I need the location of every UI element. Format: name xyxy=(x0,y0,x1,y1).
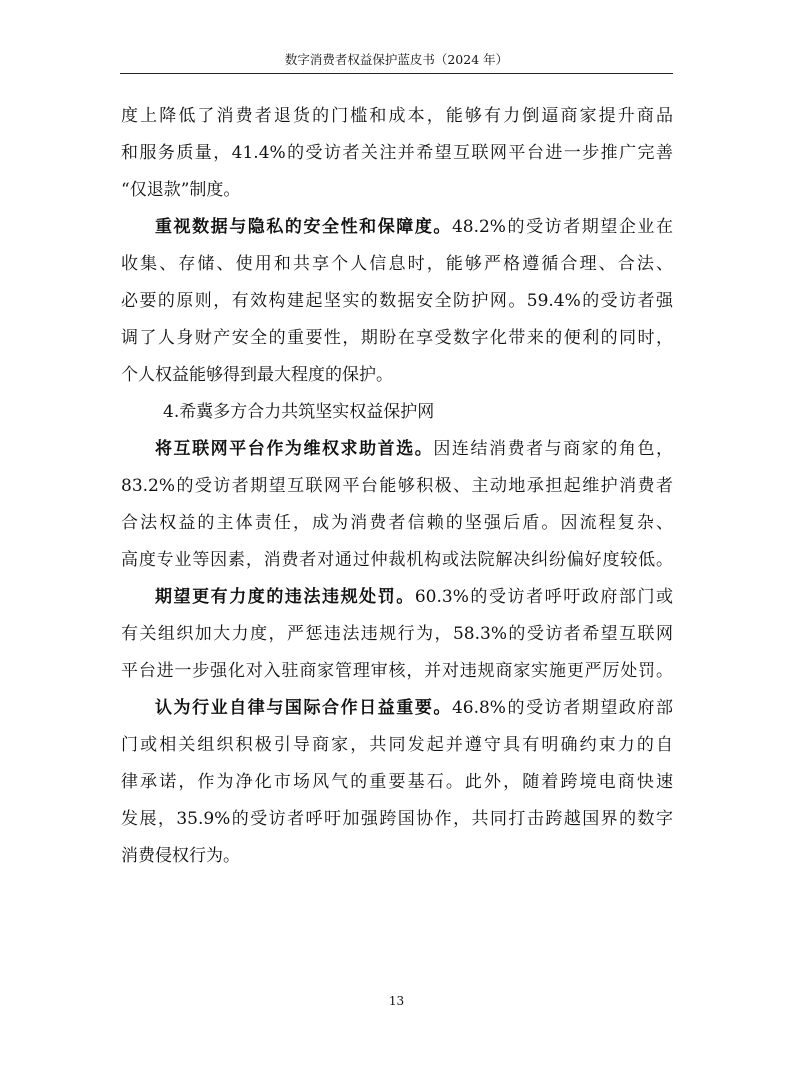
text-line: 门或相关组织积极引导商家，共同发起并遵守具有明确约束力的自 xyxy=(121,735,673,755)
paragraph-penalty xyxy=(121,579,673,616)
text-line: 个人权益能够得到最大程度的保护。 xyxy=(121,365,393,385)
text-line: 83.2%的受访者期望互联网平台能够积极、主动地承担起维护消费者 xyxy=(121,476,673,496)
text-line: 有关组织加大力度，严惩违法违规行为，58.3%的受访者希望互联网 xyxy=(121,624,673,644)
text-line: 必要的原则，有效构建起坚实的数据安全防护网。59.4%的受访者强 xyxy=(121,291,673,311)
paragraph-self-discipline xyxy=(121,690,673,727)
text-line: 律承诺，作为净化市场风气的重要基石。此外，随着跨境电商快速 xyxy=(121,772,673,792)
paragraph-text: 48.2%的受访者期望企业在 xyxy=(451,217,673,237)
paragraph-text: 因连结消费者与商家的角色， xyxy=(433,439,674,459)
paragraph-text: 46.8%的受访者期望政府部 xyxy=(451,698,673,718)
text-line: 发展，35.9%的受访者呼吁加强跨国协作，共同打击跨越国界的数字 xyxy=(121,809,673,829)
paragraph-lead: 期望更有力度的违法违规处罚。 xyxy=(155,587,415,607)
text-line: 平台进一步强化对入驻商家管理审核，并对违规商家实施更严厉处罚。 xyxy=(121,661,673,681)
paragraph-platform xyxy=(121,431,673,468)
text-line: 消费侵权行为。 xyxy=(121,846,240,866)
header-divider xyxy=(120,73,673,74)
paragraph-lead: 重视数据与隐私的安全性和保障度。 xyxy=(155,217,452,237)
paragraph-lead: 将互联网平台作为维权求助首选。 xyxy=(155,439,434,459)
text-line: “仅退款”制度。 xyxy=(121,180,241,200)
running-header: 数字消费者权益保护蓝皮书（2024 年） xyxy=(284,52,509,67)
paragraph-data-privacy xyxy=(121,209,673,246)
paragraph-text: 60.3%的受访者呼吁政府部门或 xyxy=(414,587,674,607)
text-line: 和服务质量，41.4%的受访者关注并希望互联网平台进一步推广完善 xyxy=(121,143,673,163)
text-line: 合法权益的主体责任，成为消费者信赖的坚强后盾。因流程复杂、 xyxy=(121,513,673,533)
section-heading: 4.希冀多方合力共筑坚实权益保护网 xyxy=(163,402,435,422)
page-number: 13 xyxy=(388,994,405,1008)
paragraph-lead: 认为行业自律与国际合作日益重要。 xyxy=(155,698,452,718)
text-line: 高度专业等因素，消费者对通过仲裁机构或法院解决纠纷偏好度较低。 xyxy=(121,550,673,570)
text-line: 度上降低了消费者退货的门槛和成本，能够有力倒逼商家提升商品 xyxy=(121,106,673,126)
text-line: 调了人身财产安全的重要性，期盼在享受数字化带来的便利的同时， xyxy=(121,328,673,348)
text-line: 收集、存储、使用和共享个人信息时，能够严格遵循合理、合法、 xyxy=(121,254,673,274)
body-text xyxy=(121,98,673,875)
